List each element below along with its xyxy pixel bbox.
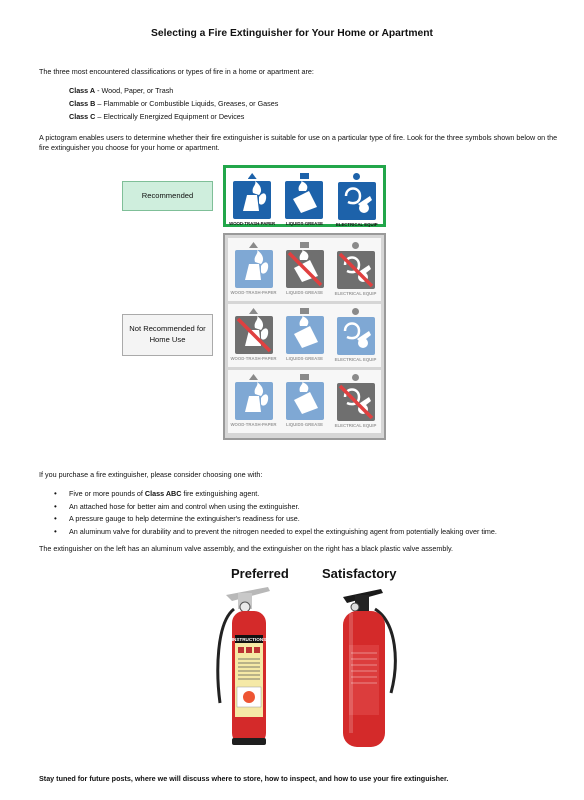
class-tag-icon	[300, 374, 309, 380]
bullet-text-end: fire extinguishing agent.	[181, 489, 260, 498]
recommended-class-c-pictogram	[333, 173, 381, 228]
row2-class-a-pictogram	[230, 308, 278, 362]
class-c-label: Class C	[69, 111, 96, 121]
class-a-item	[69, 86, 278, 96]
fire-liquid-icon	[286, 382, 324, 420]
pictogram-caption: ELECTRICAL EQUIP	[334, 423, 377, 428]
closing-paragraph: Stay tuned for future posts, where we will discuss where to store, how to inspect, and how to use your fire extinguisher.	[39, 774, 449, 783]
class-c-desc: Electrically Energized Equipment or Devices	[103, 111, 245, 121]
pictogram-caption: LIQUIDS·GREASE	[285, 356, 323, 361]
satisfactory-extinguisher-image	[325, 583, 403, 755]
pictogram-caption: WOOD·TRASH·PAPER	[230, 356, 277, 361]
class-tag-icon	[249, 242, 258, 248]
row1-class-b-pictogram	[281, 242, 329, 296]
recommended-class-b-pictogram	[280, 173, 328, 227]
preferred-extinguisher-image	[210, 583, 288, 755]
intro-paragraph: The three most encountered classifications or types of fire in a home or apartment are:	[39, 67, 314, 76]
row3-class-c-pictogram	[332, 374, 380, 429]
fire-class-list	[69, 86, 278, 125]
class-a-desc: Wood, Paper, or Trash	[101, 86, 174, 95]
fire-trash-icon	[235, 382, 273, 420]
pictogram-row-2	[228, 304, 381, 367]
row2-class-c-pictogram	[332, 308, 380, 363]
class-b-desc: Flammable or Combustible Liquids, Greases, or Gases	[103, 98, 279, 108]
class-b-label: Class B	[69, 98, 96, 108]
pictogram-paragraph: A pictogram enables users to determine whether their fire extinguisher is suitable for use on a particular type of fire. Look for the three symbols shown below on the fire extinguisher you choose for your home or apartment.	[39, 133, 558, 152]
bullet-text: A pressure gauge to help determine the extinguisher's readiness for use.	[69, 514, 300, 524]
list-item	[54, 502, 497, 512]
pictogram-caption: ELECTRICAL EQUIP	[334, 357, 377, 362]
class-tag-icon	[352, 242, 359, 249]
class-tag-icon	[300, 173, 309, 179]
fire-liquid-icon	[285, 181, 323, 219]
document-title: Selecting a Fire Extinguisher for Your Home or Apartment	[151, 28, 433, 39]
row1-class-c-pictogram	[332, 242, 380, 297]
row3-class-a-pictogram	[230, 374, 278, 428]
valve-paragraph: The extinguisher on the left has an aluminum valve assembly, and the extinguisher on the right has a black plastic valve assembly.	[39, 544, 454, 553]
class-tag-icon	[249, 374, 258, 380]
class-c-item	[69, 112, 278, 122]
bullet-text: Five or more pounds of	[69, 489, 145, 498]
class-tag-icon	[353, 173, 360, 180]
class-tag-icon	[352, 374, 359, 381]
fire-electrical-icon	[338, 182, 376, 220]
recommended-label: Recommended	[122, 181, 213, 211]
purchase-paragraph: If you purchase a fire extinguisher, please consider choosing one with:	[39, 470, 263, 479]
fire-electrical-icon	[337, 383, 375, 421]
pictogram-caption: LIQUIDS·GREASE	[285, 221, 323, 226]
fire-electrical-icon	[337, 317, 375, 355]
pictogram-row-1	[228, 238, 381, 301]
row3-class-b-pictogram	[281, 374, 329, 428]
class-b-item	[69, 99, 278, 109]
recommendation-list	[54, 489, 497, 539]
fire-trash-icon	[233, 181, 271, 219]
class-tag-icon	[352, 308, 359, 315]
recommended-pictogram-set	[223, 165, 386, 227]
class-b-sep: –	[95, 98, 104, 108]
pictogram-row-3	[228, 370, 381, 433]
bullet-text: An attached hose for better aim and control when using the extinguisher.	[69, 501, 300, 511]
row1-class-a-pictogram	[230, 242, 278, 296]
class-tag-icon	[300, 242, 309, 248]
fire-trash-icon	[235, 316, 273, 354]
recommended-class-a-pictogram	[228, 173, 276, 227]
pictogram-caption: ELECTRICAL EQUIP	[334, 291, 377, 296]
list-item	[54, 527, 497, 537]
bullet-bold: Class ABC	[144, 489, 182, 498]
class-c-sep: –	[95, 111, 104, 121]
fire-electrical-icon	[337, 251, 375, 289]
pictogram-caption: LIQUIDS·GREASE	[285, 290, 323, 295]
class-a-label: Class A	[69, 86, 96, 95]
fire-trash-icon	[235, 250, 273, 288]
preferred-heading: Preferred	[231, 566, 289, 581]
fire-liquid-icon	[286, 316, 324, 354]
not-recommended-pictogram-sets	[223, 233, 386, 440]
list-item	[54, 514, 497, 524]
not-recommended-label: Not Recommended for Home Use	[122, 314, 213, 356]
class-tag-icon	[248, 173, 257, 179]
pictogram-caption: WOOD·TRASH·PAPER	[230, 422, 277, 427]
pictogram-caption: WOOD·TRASH·PAPER	[229, 221, 276, 226]
class-tag-icon	[249, 308, 258, 314]
bullet-text: An aluminum valve for durability and to prevent the nitrogen needed to expel the extinguishing agent from potentially leaking over time.	[69, 526, 497, 536]
fire-liquid-icon	[286, 250, 324, 288]
row2-class-b-pictogram	[281, 308, 329, 362]
list-item	[54, 489, 497, 499]
pictogram-caption: ELECTRICAL EQUIP	[335, 222, 378, 227]
satisfactory-heading: Satisfactory	[322, 566, 397, 581]
class-tag-icon	[300, 308, 309, 314]
class-a-sep: -	[95, 86, 102, 95]
pictogram-caption: WOOD·TRASH·PAPER	[230, 290, 277, 295]
extinguisher-label-text: INSTRUCTIONS	[231, 637, 267, 642]
pictogram-caption: LIQUIDS·GREASE	[285, 422, 323, 427]
